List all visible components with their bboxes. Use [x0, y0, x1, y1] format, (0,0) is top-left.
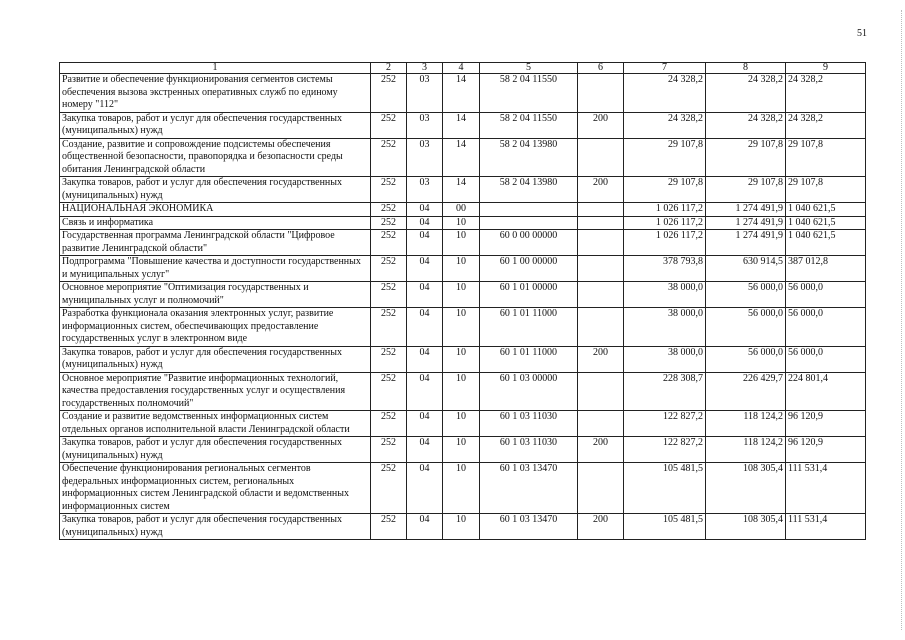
- ministry-code: 252: [371, 282, 407, 308]
- table-body: [60, 63, 866, 540]
- row-name: Государственная программа Ленинградской области "Цифровое развитие Ленинградской области": [60, 230, 371, 256]
- expense-type-code: [578, 203, 624, 217]
- ministry-code: 252: [371, 346, 407, 372]
- amount-year-3: 224 801,4: [786, 372, 866, 411]
- subsection-code: 10: [443, 372, 480, 411]
- amount-year-3: 56 000,0: [786, 282, 866, 308]
- amount-year-1: 38 000,0: [624, 282, 706, 308]
- amount-year-3: 111 531,4: [786, 463, 866, 514]
- ministry-code: 252: [371, 463, 407, 514]
- amount-year-1: 105 481,5: [624, 463, 706, 514]
- amount-year-2: 29 107,8: [706, 177, 786, 203]
- amount-year-2: 24 328,2: [706, 112, 786, 138]
- ministry-code: 252: [371, 230, 407, 256]
- target-article-code: 60 1 03 00000: [480, 372, 578, 411]
- amount-year-3: 1 040 621,5: [786, 230, 866, 256]
- section-code: 03: [407, 177, 443, 203]
- section-code: 04: [407, 256, 443, 282]
- section-code: 04: [407, 282, 443, 308]
- row-name: Связь и информатика: [60, 216, 371, 230]
- expense-type-code: [578, 74, 624, 113]
- table-row: [60, 437, 866, 463]
- target-article-code: 60 1 03 11030: [480, 411, 578, 437]
- target-article-code: [480, 203, 578, 217]
- expense-type-code: [578, 308, 624, 347]
- scan-edge-marks: [898, 10, 902, 630]
- amount-year-1: 29 107,8: [624, 138, 706, 177]
- row-name: Создание и развитие ведомственных информационных систем отдельных органов исполнительной власти Ленинградской области: [60, 411, 371, 437]
- expense-type-code: [578, 282, 624, 308]
- subsection-code: 10: [443, 463, 480, 514]
- amount-year-3: 96 120,9: [786, 411, 866, 437]
- row-name: Закупка товаров, работ и услуг для обеспечения государственных (муниципальных) нужд: [60, 437, 371, 463]
- target-article-code: 60 1 00 00000: [480, 256, 578, 282]
- subsection-code: 10: [443, 282, 480, 308]
- target-article-code: 58 2 04 13980: [480, 138, 578, 177]
- amount-year-1: 228 308,7: [624, 372, 706, 411]
- table-row: [60, 203, 866, 217]
- ministry-code: 252: [371, 256, 407, 282]
- subsection-code: 14: [443, 138, 480, 177]
- subsection-code: 10: [443, 346, 480, 372]
- table-row: [60, 308, 866, 347]
- amount-year-2: 118 124,2: [706, 411, 786, 437]
- section-code: 04: [407, 230, 443, 256]
- row-name: Закупка товаров, работ и услуг для обеспечения государственных (муниципальных) нужд: [60, 514, 371, 540]
- section-code: 04: [407, 437, 443, 463]
- expense-type-code: [578, 463, 624, 514]
- ministry-code: 252: [371, 177, 407, 203]
- amount-year-3: 111 531,4: [786, 514, 866, 540]
- section-code: 04: [407, 463, 443, 514]
- amount-year-1: 38 000,0: [624, 308, 706, 347]
- table-row: [60, 346, 866, 372]
- ministry-code: 252: [371, 203, 407, 217]
- amount-year-1: 105 481,5: [624, 514, 706, 540]
- subsection-code: 10: [443, 230, 480, 256]
- subsection-code: 10: [443, 514, 480, 540]
- expense-type-code: [578, 138, 624, 177]
- row-name: Основное мероприятие "Развитие информационных технологий, качества предоставления государственных услуг и осуществления государственных полномочий": [60, 372, 371, 411]
- section-code: 04: [407, 411, 443, 437]
- amount-year-3: 1 040 621,5: [786, 203, 866, 217]
- expense-type-code: [578, 411, 624, 437]
- column-number: 8: [706, 63, 786, 74]
- table-row: [60, 411, 866, 437]
- amount-year-1: 122 827,2: [624, 437, 706, 463]
- ministry-code: 252: [371, 138, 407, 177]
- table-row: [60, 112, 866, 138]
- amount-year-2: 24 328,2: [706, 74, 786, 113]
- target-article-code: 60 1 03 13470: [480, 514, 578, 540]
- column-number: 9: [786, 63, 866, 74]
- subsection-code: 10: [443, 216, 480, 230]
- expense-type-code: [578, 230, 624, 256]
- table-row: [60, 216, 866, 230]
- amount-year-2: 56 000,0: [706, 282, 786, 308]
- amount-year-2: 630 914,5: [706, 256, 786, 282]
- table-row: [60, 514, 866, 540]
- page-number: 51: [857, 28, 867, 39]
- table-row: [60, 282, 866, 308]
- amount-year-3: 24 328,2: [786, 112, 866, 138]
- row-name: Подпрограмма "Повышение качества и доступности государственных и муниципальных услуг": [60, 256, 371, 282]
- row-name: Развитие и обеспечение функционирования сегментов системы обеспечения вызова экстренных оперативных служб по единому номеру "112": [60, 74, 371, 113]
- amount-year-1: 29 107,8: [624, 177, 706, 203]
- row-name: НАЦИОНАЛЬНАЯ ЭКОНОМИКА: [60, 203, 371, 217]
- subsection-code: 14: [443, 74, 480, 113]
- section-code: 03: [407, 74, 443, 113]
- subsection-code: 14: [443, 177, 480, 203]
- subsection-code: 10: [443, 437, 480, 463]
- table-row: [60, 230, 866, 256]
- section-code: 04: [407, 308, 443, 347]
- amount-year-3: 387 012,8: [786, 256, 866, 282]
- subsection-code: 00: [443, 203, 480, 217]
- target-article-code: 60 1 03 13470: [480, 463, 578, 514]
- section-code: 04: [407, 346, 443, 372]
- amount-year-1: 1 026 117,2: [624, 216, 706, 230]
- column-number: 4: [443, 63, 480, 74]
- subsection-code: 10: [443, 411, 480, 437]
- ministry-code: 252: [371, 112, 407, 138]
- budget-table: [59, 62, 866, 540]
- amount-year-2: 118 124,2: [706, 437, 786, 463]
- amount-year-3: 24 328,2: [786, 74, 866, 113]
- subsection-code: 14: [443, 112, 480, 138]
- expense-type-code: [578, 216, 624, 230]
- section-code: 03: [407, 112, 443, 138]
- amount-year-1: 378 793,8: [624, 256, 706, 282]
- expense-type-code: 200: [578, 112, 624, 138]
- amount-year-2: 226 429,7: [706, 372, 786, 411]
- row-name: Создание, развитие и сопровождение подсистемы обеспечения общественной безопасности, правопорядка и безопасности среды обитания Ленинградской области: [60, 138, 371, 177]
- amount-year-2: 56 000,0: [706, 308, 786, 347]
- subsection-code: 10: [443, 308, 480, 347]
- amount-year-3: 56 000,0: [786, 308, 866, 347]
- expense-type-code: 200: [578, 437, 624, 463]
- table-row: [60, 177, 866, 203]
- amount-year-3: 96 120,9: [786, 437, 866, 463]
- target-article-code: 60 1 03 11030: [480, 437, 578, 463]
- amount-year-3: 29 107,8: [786, 138, 866, 177]
- column-number: 7: [624, 63, 706, 74]
- table-row: [60, 256, 866, 282]
- amount-year-2: 108 305,4: [706, 514, 786, 540]
- column-number-row: [60, 63, 866, 74]
- amount-year-3: 56 000,0: [786, 346, 866, 372]
- section-code: 04: [407, 203, 443, 217]
- amount-year-2: 108 305,4: [706, 463, 786, 514]
- expense-type-code: [578, 372, 624, 411]
- ministry-code: 252: [371, 514, 407, 540]
- column-number: 5: [480, 63, 578, 74]
- section-code: 04: [407, 216, 443, 230]
- row-name: Разработка функционала оказания электронных услуг, развитие информационных систем, обеспечивающих предоставление государственных услуг в электронном виде: [60, 308, 371, 347]
- row-name: Закупка товаров, работ и услуг для обеспечения государственных (муниципальных) нужд: [60, 112, 371, 138]
- target-article-code: 60 1 01 00000: [480, 282, 578, 308]
- amount-year-3: 1 040 621,5: [786, 216, 866, 230]
- table-row: [60, 138, 866, 177]
- column-number: 3: [407, 63, 443, 74]
- amount-year-2: 1 274 491,9: [706, 216, 786, 230]
- table-row: [60, 74, 866, 113]
- amount-year-3: 29 107,8: [786, 177, 866, 203]
- target-article-code: 58 2 04 11550: [480, 74, 578, 113]
- table-row: [60, 372, 866, 411]
- section-code: 04: [407, 372, 443, 411]
- expense-type-code: 200: [578, 346, 624, 372]
- expense-type-code: [578, 256, 624, 282]
- subsection-code: 10: [443, 256, 480, 282]
- ministry-code: 252: [371, 372, 407, 411]
- target-article-code: 60 0 00 00000: [480, 230, 578, 256]
- section-code: 04: [407, 514, 443, 540]
- column-number: 6: [578, 63, 624, 74]
- table-row: [60, 463, 866, 514]
- row-name: Закупка товаров, работ и услуг для обеспечения государственных (муниципальных) нужд: [60, 177, 371, 203]
- amount-year-2: 1 274 491,9: [706, 230, 786, 256]
- row-name: Закупка товаров, работ и услуг для обеспечения государственных (муниципальных) нужд: [60, 346, 371, 372]
- ministry-code: 252: [371, 308, 407, 347]
- amount-year-1: 38 000,0: [624, 346, 706, 372]
- target-article-code: 60 1 01 11000: [480, 308, 578, 347]
- amount-year-1: 1 026 117,2: [624, 230, 706, 256]
- row-name: Обеспечение функционирования региональных сегментов федеральных информационных систем, региональных информационных систем Ленинградской области и ведомственных информационных систем: [60, 463, 371, 514]
- amount-year-2: 56 000,0: [706, 346, 786, 372]
- expense-type-code: 200: [578, 177, 624, 203]
- amount-year-2: 1 274 491,9: [706, 203, 786, 217]
- column-number: 2: [371, 63, 407, 74]
- target-article-code: 58 2 04 13980: [480, 177, 578, 203]
- amount-year-2: 29 107,8: [706, 138, 786, 177]
- ministry-code: 252: [371, 74, 407, 113]
- ministry-code: 252: [371, 216, 407, 230]
- amount-year-1: 1 026 117,2: [624, 203, 706, 217]
- ministry-code: 252: [371, 411, 407, 437]
- amount-year-1: 122 827,2: [624, 411, 706, 437]
- expense-type-code: 200: [578, 514, 624, 540]
- column-number: 1: [60, 63, 371, 74]
- target-article-code: 60 1 01 11000: [480, 346, 578, 372]
- ministry-code: 252: [371, 437, 407, 463]
- target-article-code: 58 2 04 11550: [480, 112, 578, 138]
- amount-year-1: 24 328,2: [624, 74, 706, 113]
- amount-year-1: 24 328,2: [624, 112, 706, 138]
- section-code: 03: [407, 138, 443, 177]
- target-article-code: [480, 216, 578, 230]
- row-name: Основное мероприятие "Оптимизация государственных и муниципальных услуг и полномочий": [60, 282, 371, 308]
